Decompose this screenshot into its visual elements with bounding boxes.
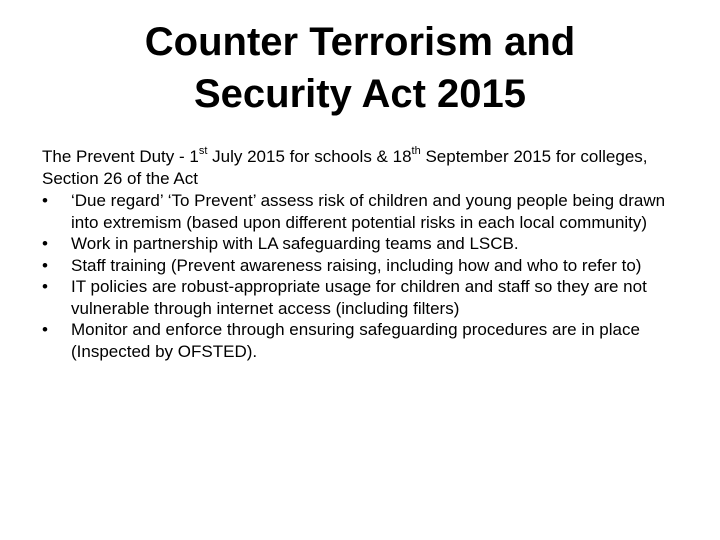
intro-text-3: September 2015 for colleges, Section 26 of the Act bbox=[42, 147, 648, 188]
bullet-dot-icon: • bbox=[42, 255, 48, 275]
bullet-dot-icon: • bbox=[42, 234, 48, 253]
bullet-list bbox=[42, 190, 692, 362]
bullet-item bbox=[42, 276, 692, 319]
intro-superscript-2: th bbox=[411, 145, 421, 158]
bullet-text: Monitor and enforce through ensuring safeguarding procedures are in place (Inspected by OFSTED). bbox=[71, 320, 640, 361]
bullet-item bbox=[42, 190, 692, 233]
title-line-1: Counter Terrorism and bbox=[144, 20, 576, 64]
bullet-text: Work in partnership with LA safeguarding teams and LSCB. bbox=[71, 234, 519, 253]
slide-body bbox=[42, 146, 692, 362]
title-line-2: Security Act 2015 bbox=[193, 72, 527, 116]
bullet-text: Staff training (Prevent awareness raising, including how and who to refer to) bbox=[71, 255, 642, 275]
intro-text-1: The Prevent Duty - 1 bbox=[42, 147, 199, 166]
slide-title bbox=[20, 16, 700, 120]
bullet-item bbox=[42, 319, 692, 362]
bullet-dot-icon: • bbox=[42, 191, 48, 210]
bullet-text: ‘Due regard’ ‘To Prevent’ assess risk of children and young people being drawn into extremism (based upon different potential risks in each local community) bbox=[71, 191, 666, 232]
intro-superscript-1: st bbox=[198, 145, 208, 158]
bullet-dot-icon: • bbox=[42, 277, 48, 296]
bullet-text: IT policies are robust-appropriate usage for children and staff so they are not vulnerable through internet access (including filters) bbox=[71, 277, 647, 318]
intro-paragraph bbox=[42, 146, 692, 189]
intro-text-2: July 2015 for schools & 18 bbox=[207, 147, 412, 166]
bullet-dot-icon: • bbox=[42, 320, 48, 339]
bullet-item bbox=[42, 255, 692, 277]
bullet-item bbox=[42, 233, 692, 255]
